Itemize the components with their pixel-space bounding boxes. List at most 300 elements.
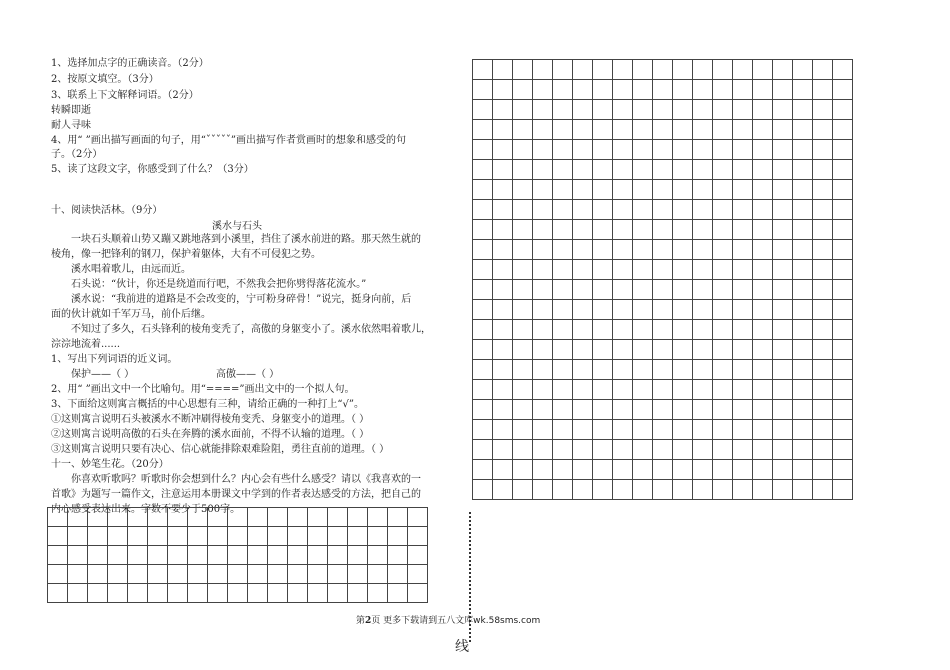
- grid-cell[interactable]: [613, 440, 633, 460]
- grid-cell[interactable]: [208, 565, 228, 584]
- grid-cell[interactable]: [268, 527, 288, 546]
- grid-cell[interactable]: [513, 260, 533, 280]
- grid-cell[interactable]: [733, 140, 753, 160]
- grid-cell[interactable]: [733, 100, 753, 120]
- grid-cell[interactable]: [813, 160, 833, 180]
- grid-cell[interactable]: [533, 80, 553, 100]
- grid-cell[interactable]: [793, 160, 813, 180]
- grid-cell[interactable]: [208, 508, 228, 527]
- grid-cell[interactable]: [653, 160, 673, 180]
- grid-cell[interactable]: [493, 80, 513, 100]
- grid-cell[interactable]: [753, 460, 773, 480]
- grid-cell[interactable]: [793, 240, 813, 260]
- grid-cell[interactable]: [573, 440, 593, 460]
- footer-url[interactable]: wk.58sms.com: [473, 616, 541, 626]
- grid-cell[interactable]: [753, 180, 773, 200]
- grid-cell[interactable]: [493, 320, 513, 340]
- grid-cell[interactable]: [773, 80, 793, 100]
- grid-cell[interactable]: [673, 400, 693, 420]
- grid-cell[interactable]: [593, 400, 613, 420]
- grid-cell[interactable]: [388, 584, 408, 603]
- grid-cell[interactable]: [513, 80, 533, 100]
- grid-cell[interactable]: [633, 140, 653, 160]
- grid-cell[interactable]: [573, 180, 593, 200]
- grid-cell[interactable]: [228, 508, 248, 527]
- grid-cell[interactable]: [653, 180, 673, 200]
- grid-cell[interactable]: [573, 360, 593, 380]
- grid-cell[interactable]: [573, 340, 593, 360]
- grid-cell[interactable]: [368, 508, 388, 527]
- grid-cell[interactable]: [693, 220, 713, 240]
- grid-cell[interactable]: [208, 584, 228, 603]
- grid-cell[interactable]: [813, 480, 833, 500]
- grid-cell[interactable]: [653, 220, 673, 240]
- grid-cell[interactable]: [513, 320, 533, 340]
- grid-cell[interactable]: [833, 120, 853, 140]
- grid-cell[interactable]: [573, 140, 593, 160]
- grid-cell[interactable]: [573, 280, 593, 300]
- grid-cell[interactable]: [833, 220, 853, 240]
- grid-cell[interactable]: [513, 120, 533, 140]
- grid-cell[interactable]: [88, 546, 108, 565]
- grid-cell[interactable]: [553, 180, 573, 200]
- grid-cell[interactable]: [633, 160, 653, 180]
- grid-cell[interactable]: [493, 160, 513, 180]
- grid-cell[interactable]: [713, 400, 733, 420]
- grid-cell[interactable]: [593, 220, 613, 240]
- grid-cell[interactable]: [148, 546, 168, 565]
- grid-cell[interactable]: [593, 80, 613, 100]
- grid-cell[interactable]: [613, 120, 633, 140]
- grid-cell[interactable]: [168, 527, 188, 546]
- grid-cell[interactable]: [308, 527, 328, 546]
- grid-cell[interactable]: [753, 60, 773, 80]
- grid-cell[interactable]: [88, 508, 108, 527]
- grid-cell[interactable]: [713, 380, 733, 400]
- grid-cell[interactable]: [833, 60, 853, 80]
- grid-cell[interactable]: [713, 160, 733, 180]
- grid-cell[interactable]: [533, 300, 553, 320]
- grid-cell[interactable]: [288, 527, 308, 546]
- grid-cell[interactable]: [693, 200, 713, 220]
- grid-cell[interactable]: [693, 480, 713, 500]
- grid-cell[interactable]: [388, 546, 408, 565]
- grid-cell[interactable]: [188, 546, 208, 565]
- grid-cell[interactable]: [248, 565, 268, 584]
- grid-cell[interactable]: [633, 460, 653, 480]
- grid-cell[interactable]: [48, 546, 68, 565]
- grid-cell[interactable]: [753, 260, 773, 280]
- grid-cell[interactable]: [533, 280, 553, 300]
- grid-cell[interactable]: [288, 546, 308, 565]
- grid-cell[interactable]: [773, 240, 793, 260]
- grid-cell[interactable]: [833, 100, 853, 120]
- grid-cell[interactable]: [753, 480, 773, 500]
- grid-cell[interactable]: [733, 380, 753, 400]
- grid-cell[interactable]: [733, 340, 753, 360]
- grid-cell[interactable]: [388, 565, 408, 584]
- grid-cell[interactable]: [148, 527, 168, 546]
- grid-cell[interactable]: [633, 400, 653, 420]
- grid-cell[interactable]: [48, 508, 68, 527]
- grid-cell[interactable]: [633, 440, 653, 460]
- grid-cell[interactable]: [833, 360, 853, 380]
- grid-cell[interactable]: [473, 380, 493, 400]
- grid-cell[interactable]: [733, 360, 753, 380]
- grid-cell[interactable]: [773, 140, 793, 160]
- grid-cell[interactable]: [533, 480, 553, 500]
- grid-cell[interactable]: [493, 460, 513, 480]
- grid-cell[interactable]: [833, 280, 853, 300]
- grid-cell[interactable]: [533, 440, 553, 460]
- grid-cell[interactable]: [613, 220, 633, 240]
- grid-cell[interactable]: [348, 546, 368, 565]
- grid-cell[interactable]: [248, 546, 268, 565]
- grid-cell[interactable]: [553, 400, 573, 420]
- grid-cell[interactable]: [48, 565, 68, 584]
- grid-cell[interactable]: [108, 546, 128, 565]
- grid-cell[interactable]: [673, 260, 693, 280]
- grid-cell[interactable]: [673, 300, 693, 320]
- grid-cell[interactable]: [773, 480, 793, 500]
- grid-cell[interactable]: [633, 260, 653, 280]
- grid-cell[interactable]: [308, 565, 328, 584]
- grid-cell[interactable]: [733, 80, 753, 100]
- grid-cell[interactable]: [633, 100, 653, 120]
- grid-cell[interactable]: [593, 300, 613, 320]
- grid-cell[interactable]: [633, 120, 653, 140]
- grid-cell[interactable]: [493, 260, 513, 280]
- grid-cell[interactable]: [108, 584, 128, 603]
- grid-cell[interactable]: [753, 160, 773, 180]
- grid-cell[interactable]: [653, 480, 673, 500]
- grid-cell[interactable]: [533, 420, 553, 440]
- grid-cell[interactable]: [833, 480, 853, 500]
- grid-cell[interactable]: [533, 200, 553, 220]
- grid-cell[interactable]: [613, 420, 633, 440]
- grid-cell[interactable]: [593, 380, 613, 400]
- grid-cell[interactable]: [208, 527, 228, 546]
- grid-cell[interactable]: [593, 480, 613, 500]
- grid-cell[interactable]: [713, 280, 733, 300]
- grid-cell[interactable]: [693, 300, 713, 320]
- grid-cell[interactable]: [553, 200, 573, 220]
- grid-cell[interactable]: [328, 508, 348, 527]
- grid-cell[interactable]: [713, 320, 733, 340]
- grid-cell[interactable]: [713, 140, 733, 160]
- grid-cell[interactable]: [833, 140, 853, 160]
- grid-cell[interactable]: [633, 420, 653, 440]
- grid-cell[interactable]: [793, 360, 813, 380]
- grid-cell[interactable]: [733, 240, 753, 260]
- grid-cell[interactable]: [368, 565, 388, 584]
- grid-cell[interactable]: [693, 180, 713, 200]
- grid-cell[interactable]: [833, 300, 853, 320]
- grid-cell[interactable]: [228, 584, 248, 603]
- grid-cell[interactable]: [813, 380, 833, 400]
- grid-cell[interactable]: [713, 360, 733, 380]
- grid-cell[interactable]: [713, 300, 733, 320]
- grid-cell[interactable]: [493, 140, 513, 160]
- grid-cell[interactable]: [228, 565, 248, 584]
- grid-cell[interactable]: [473, 100, 493, 120]
- grid-cell[interactable]: [68, 565, 88, 584]
- grid-cell[interactable]: [673, 100, 693, 120]
- grid-cell[interactable]: [653, 340, 673, 360]
- grid-cell[interactable]: [653, 80, 673, 100]
- grid-cell[interactable]: [793, 400, 813, 420]
- grid-cell[interactable]: [573, 120, 593, 140]
- grid-cell[interactable]: [633, 480, 653, 500]
- grid-cell[interactable]: [128, 584, 148, 603]
- grid-cell[interactable]: [328, 546, 348, 565]
- grid-cell[interactable]: [813, 80, 833, 100]
- grid-cell[interactable]: [473, 240, 493, 260]
- grid-cell[interactable]: [653, 60, 673, 80]
- grid-cell[interactable]: [833, 200, 853, 220]
- grid-cell[interactable]: [268, 584, 288, 603]
- grid-cell[interactable]: [693, 420, 713, 440]
- grid-cell[interactable]: [513, 240, 533, 260]
- grid-cell[interactable]: [653, 300, 673, 320]
- grid-cell[interactable]: [553, 80, 573, 100]
- grid-cell[interactable]: [633, 300, 653, 320]
- grid-cell[interactable]: [593, 460, 613, 480]
- grid-cell[interactable]: [573, 60, 593, 80]
- grid-cell[interactable]: [673, 80, 693, 100]
- grid-cell[interactable]: [493, 360, 513, 380]
- grid-cell[interactable]: [633, 280, 653, 300]
- grid-cell[interactable]: [653, 100, 673, 120]
- grid-cell[interactable]: [553, 300, 573, 320]
- grid-cell[interactable]: [773, 340, 793, 360]
- grid-cell[interactable]: [773, 320, 793, 340]
- grid-cell[interactable]: [653, 460, 673, 480]
- grid-cell[interactable]: [288, 565, 308, 584]
- grid-cell[interactable]: [793, 120, 813, 140]
- grid-cell[interactable]: [753, 420, 773, 440]
- grid-cell[interactable]: [553, 480, 573, 500]
- grid-cell[interactable]: [613, 360, 633, 380]
- grid-cell[interactable]: [733, 320, 753, 340]
- grid-cell[interactable]: [773, 180, 793, 200]
- grid-cell[interactable]: [693, 460, 713, 480]
- grid-cell[interactable]: [573, 300, 593, 320]
- grid-cell[interactable]: [88, 584, 108, 603]
- grid-cell[interactable]: [613, 320, 633, 340]
- grid-cell[interactable]: [493, 280, 513, 300]
- grid-cell[interactable]: [268, 546, 288, 565]
- grid-cell[interactable]: [773, 200, 793, 220]
- grid-cell[interactable]: [533, 160, 553, 180]
- grid-cell[interactable]: [793, 280, 813, 300]
- grid-cell[interactable]: [493, 300, 513, 320]
- grid-cell[interactable]: [773, 280, 793, 300]
- grid-cell[interactable]: [833, 240, 853, 260]
- grid-cell[interactable]: [128, 508, 148, 527]
- grid-cell[interactable]: [813, 360, 833, 380]
- grid-cell[interactable]: [553, 280, 573, 300]
- grid-cell[interactable]: [108, 508, 128, 527]
- grid-cell[interactable]: [793, 460, 813, 480]
- grid-cell[interactable]: [693, 360, 713, 380]
- grid-cell[interactable]: [573, 160, 593, 180]
- grid-cell[interactable]: [693, 240, 713, 260]
- grid-cell[interactable]: [553, 380, 573, 400]
- grid-cell[interactable]: [573, 400, 593, 420]
- grid-cell[interactable]: [653, 140, 673, 160]
- grid-cell[interactable]: [328, 527, 348, 546]
- grid-cell[interactable]: [473, 260, 493, 280]
- grid-cell[interactable]: [633, 320, 653, 340]
- grid-cell[interactable]: [613, 160, 633, 180]
- grid-cell[interactable]: [473, 360, 493, 380]
- grid-cell[interactable]: [108, 565, 128, 584]
- grid-cell[interactable]: [773, 400, 793, 420]
- grid-cell[interactable]: [228, 546, 248, 565]
- grid-cell[interactable]: [733, 400, 753, 420]
- grid-cell[interactable]: [813, 220, 833, 240]
- grid-cell[interactable]: [553, 160, 573, 180]
- grid-cell[interactable]: [713, 220, 733, 240]
- grid-cell[interactable]: [813, 300, 833, 320]
- grid-cell[interactable]: [813, 120, 833, 140]
- grid-cell[interactable]: [713, 340, 733, 360]
- grid-cell[interactable]: [208, 546, 228, 565]
- grid-cell[interactable]: [713, 420, 733, 440]
- grid-cell[interactable]: [673, 280, 693, 300]
- grid-cell[interactable]: [733, 260, 753, 280]
- grid-cell[interactable]: [368, 546, 388, 565]
- grid-cell[interactable]: [653, 420, 673, 440]
- grid-cell[interactable]: [533, 340, 553, 360]
- grid-cell[interactable]: [128, 565, 148, 584]
- grid-cell[interactable]: [733, 60, 753, 80]
- grid-cell[interactable]: [733, 420, 753, 440]
- grid-cell[interactable]: [593, 440, 613, 460]
- grid-cell[interactable]: [773, 420, 793, 440]
- grid-cell[interactable]: [573, 220, 593, 240]
- grid-cell[interactable]: [813, 280, 833, 300]
- grid-cell[interactable]: [713, 240, 733, 260]
- grid-cell[interactable]: [673, 180, 693, 200]
- grid-cell[interactable]: [633, 200, 653, 220]
- grid-cell[interactable]: [613, 400, 633, 420]
- grid-cell[interactable]: [693, 280, 713, 300]
- grid-cell[interactable]: [493, 200, 513, 220]
- grid-cell[interactable]: [753, 440, 773, 460]
- grid-cell[interactable]: [573, 380, 593, 400]
- grid-cell[interactable]: [513, 280, 533, 300]
- grid-cell[interactable]: [793, 320, 813, 340]
- grid-cell[interactable]: [573, 200, 593, 220]
- grid-cell[interactable]: [793, 380, 813, 400]
- grid-cell[interactable]: [793, 300, 813, 320]
- grid-cell[interactable]: [793, 180, 813, 200]
- grid-cell[interactable]: [753, 380, 773, 400]
- grid-cell[interactable]: [613, 280, 633, 300]
- grid-cell[interactable]: [733, 180, 753, 200]
- grid-cell[interactable]: [673, 320, 693, 340]
- grid-cell[interactable]: [773, 440, 793, 460]
- grid-cell[interactable]: [613, 60, 633, 80]
- grid-cell[interactable]: [288, 584, 308, 603]
- grid-cell[interactable]: [833, 160, 853, 180]
- grid-cell[interactable]: [573, 240, 593, 260]
- grid-cell[interactable]: [513, 400, 533, 420]
- grid-cell[interactable]: [613, 380, 633, 400]
- grid-cell[interactable]: [733, 280, 753, 300]
- grid-cell[interactable]: [473, 420, 493, 440]
- grid-cell[interactable]: [553, 140, 573, 160]
- grid-cell[interactable]: [773, 460, 793, 480]
- grid-cell[interactable]: [408, 565, 428, 584]
- grid-cell[interactable]: [653, 400, 673, 420]
- grid-cell[interactable]: [693, 380, 713, 400]
- grid-cell[interactable]: [713, 180, 733, 200]
- grid-cell[interactable]: [573, 260, 593, 280]
- grid-cell[interactable]: [513, 380, 533, 400]
- grid-cell[interactable]: [753, 140, 773, 160]
- grid-cell[interactable]: [533, 360, 553, 380]
- grid-cell[interactable]: [693, 120, 713, 140]
- grid-cell[interactable]: [833, 420, 853, 440]
- grid-cell[interactable]: [633, 220, 653, 240]
- grid-cell[interactable]: [793, 60, 813, 80]
- grid-cell[interactable]: [593, 200, 613, 220]
- grid-cell[interactable]: [733, 120, 753, 140]
- grid-cell[interactable]: [348, 565, 368, 584]
- grid-cell[interactable]: [693, 60, 713, 80]
- grid-cell[interactable]: [593, 240, 613, 260]
- grid-cell[interactable]: [673, 440, 693, 460]
- grid-cell[interactable]: [793, 260, 813, 280]
- grid-cell[interactable]: [613, 180, 633, 200]
- grid-cell[interactable]: [753, 80, 773, 100]
- grid-cell[interactable]: [813, 440, 833, 460]
- grid-cell[interactable]: [753, 100, 773, 120]
- grid-cell[interactable]: [793, 480, 813, 500]
- grid-cell[interactable]: [88, 565, 108, 584]
- grid-cell[interactable]: [833, 380, 853, 400]
- grid-cell[interactable]: [673, 340, 693, 360]
- grid-cell[interactable]: [573, 420, 593, 440]
- grid-cell[interactable]: [473, 280, 493, 300]
- grid-cell[interactable]: [793, 100, 813, 120]
- grid-cell[interactable]: [48, 584, 68, 603]
- grid-cell[interactable]: [553, 240, 573, 260]
- grid-cell[interactable]: [813, 340, 833, 360]
- grid-cell[interactable]: [653, 120, 673, 140]
- grid-cell[interactable]: [773, 220, 793, 240]
- grid-cell[interactable]: [493, 380, 513, 400]
- grid-cell[interactable]: [513, 100, 533, 120]
- essay-writing-grid[interactable]: [472, 59, 853, 500]
- grid-cell[interactable]: [713, 200, 733, 220]
- grid-cell[interactable]: [773, 60, 793, 80]
- grid-cell[interactable]: [693, 440, 713, 460]
- grid-cell[interactable]: [513, 220, 533, 240]
- grid-cell[interactable]: [753, 240, 773, 260]
- grid-cell[interactable]: [813, 100, 833, 120]
- grid-cell[interactable]: [573, 320, 593, 340]
- grid-cell[interactable]: [473, 200, 493, 220]
- grid-cell[interactable]: [368, 527, 388, 546]
- grid-cell[interactable]: [753, 300, 773, 320]
- grid-cell[interactable]: [613, 80, 633, 100]
- grid-cell[interactable]: [693, 340, 713, 360]
- grid-cell[interactable]: [673, 200, 693, 220]
